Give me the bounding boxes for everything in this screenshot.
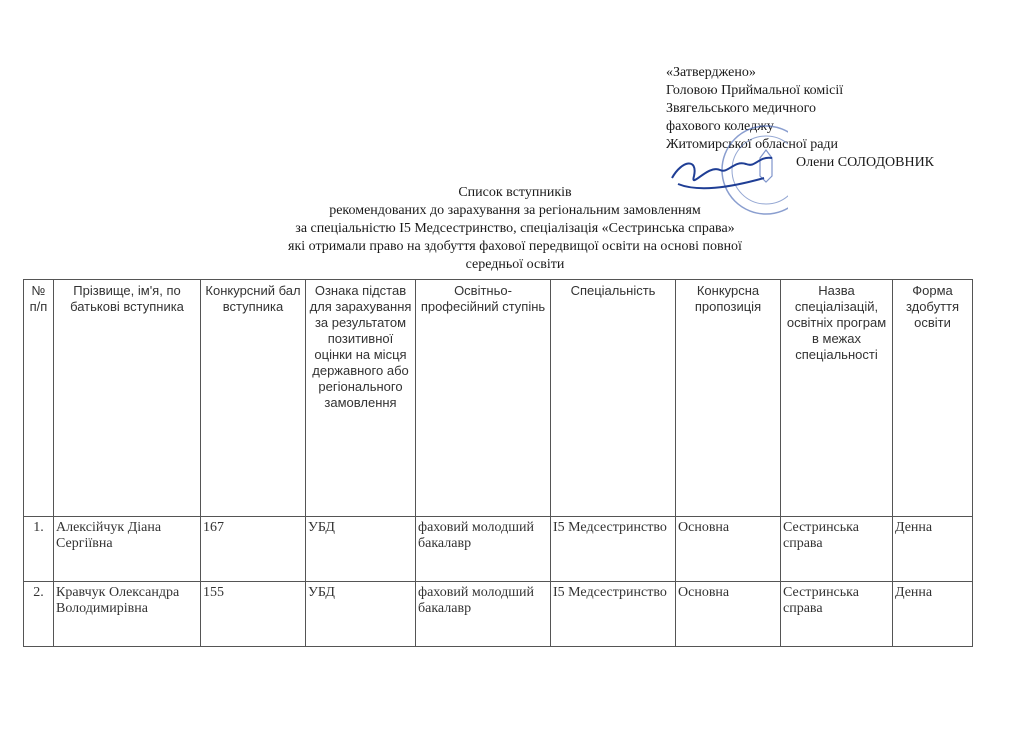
degree-level: фаховий молодший бакалавр bbox=[416, 517, 551, 582]
approval-line: Житомирської обласної ради bbox=[666, 137, 839, 152]
applicant-name: Кравчук Олександра Володимирівна bbox=[54, 582, 201, 647]
document-title bbox=[230, 184, 800, 274]
competitive-offer: Основна bbox=[676, 517, 781, 582]
row-number: 2. bbox=[24, 582, 54, 647]
title-line: Список вступників bbox=[458, 185, 572, 200]
table-header-row bbox=[24, 280, 973, 517]
specialization: Сестринська справа bbox=[781, 517, 893, 582]
applicant-name: Алексійчук Діана Сергіївна bbox=[54, 517, 201, 582]
specialty: І5 Медсестринство bbox=[551, 517, 676, 582]
header-cell: № п/п bbox=[24, 280, 54, 517]
title-line: середньої освіти bbox=[465, 257, 565, 272]
header-cell: Конкурсний бал вступника bbox=[201, 280, 306, 517]
row-number: 1. bbox=[24, 517, 54, 582]
header-cell: Освітньо-професійний ступінь bbox=[416, 280, 551, 517]
approval-line: «Затверджено» bbox=[666, 65, 756, 80]
header-cell: Форма здобуття освіти bbox=[893, 280, 973, 517]
title-line: рекомендованих до зарахування за регіональним замовленням bbox=[329, 203, 701, 218]
specialty: І5 Медсестринство bbox=[551, 582, 676, 647]
study-form: Денна bbox=[893, 517, 973, 582]
competitive-score: 167 bbox=[201, 517, 306, 582]
competitive-offer: Основна bbox=[676, 582, 781, 647]
competitive-score: 155 bbox=[201, 582, 306, 647]
header-cell: Ознака підстав для зарахування за результатом позитивної оцінки на місця державного або регіонального замовлення bbox=[306, 280, 416, 517]
admission-basis: УБД bbox=[306, 582, 416, 647]
approval-signer: Олени СОЛОДОВНИК bbox=[796, 155, 935, 170]
specialization: Сестринська справа bbox=[781, 582, 893, 647]
degree-level: фаховий молодший бакалавр bbox=[416, 582, 551, 647]
header-cell: Спеціальність bbox=[551, 280, 676, 517]
applicants-table bbox=[23, 279, 973, 647]
table-row bbox=[24, 582, 973, 647]
header-cell: Конкурсна пропозиція bbox=[676, 280, 781, 517]
header-cell: Прізвище, ім'я, по батькові вступника bbox=[54, 280, 201, 517]
admission-basis: УБД bbox=[306, 517, 416, 582]
header-cell: Назва спеціалізацій, освітніх програм в межах спеціальності bbox=[781, 280, 893, 517]
approval-line: Головою Приймальної комісії bbox=[666, 83, 844, 98]
approval-line: Звягельського медичного bbox=[666, 101, 817, 116]
title-line: які отримали право на здобуття фахової передвищої освіти на основі повної bbox=[288, 239, 742, 254]
title-line: за спеціальністю І5 Медсестринство, спеціалізація «Сестринська справа» bbox=[295, 221, 735, 236]
table-row bbox=[24, 517, 973, 582]
approval-line: фахового коледжу bbox=[666, 119, 774, 134]
study-form: Денна bbox=[893, 582, 973, 647]
